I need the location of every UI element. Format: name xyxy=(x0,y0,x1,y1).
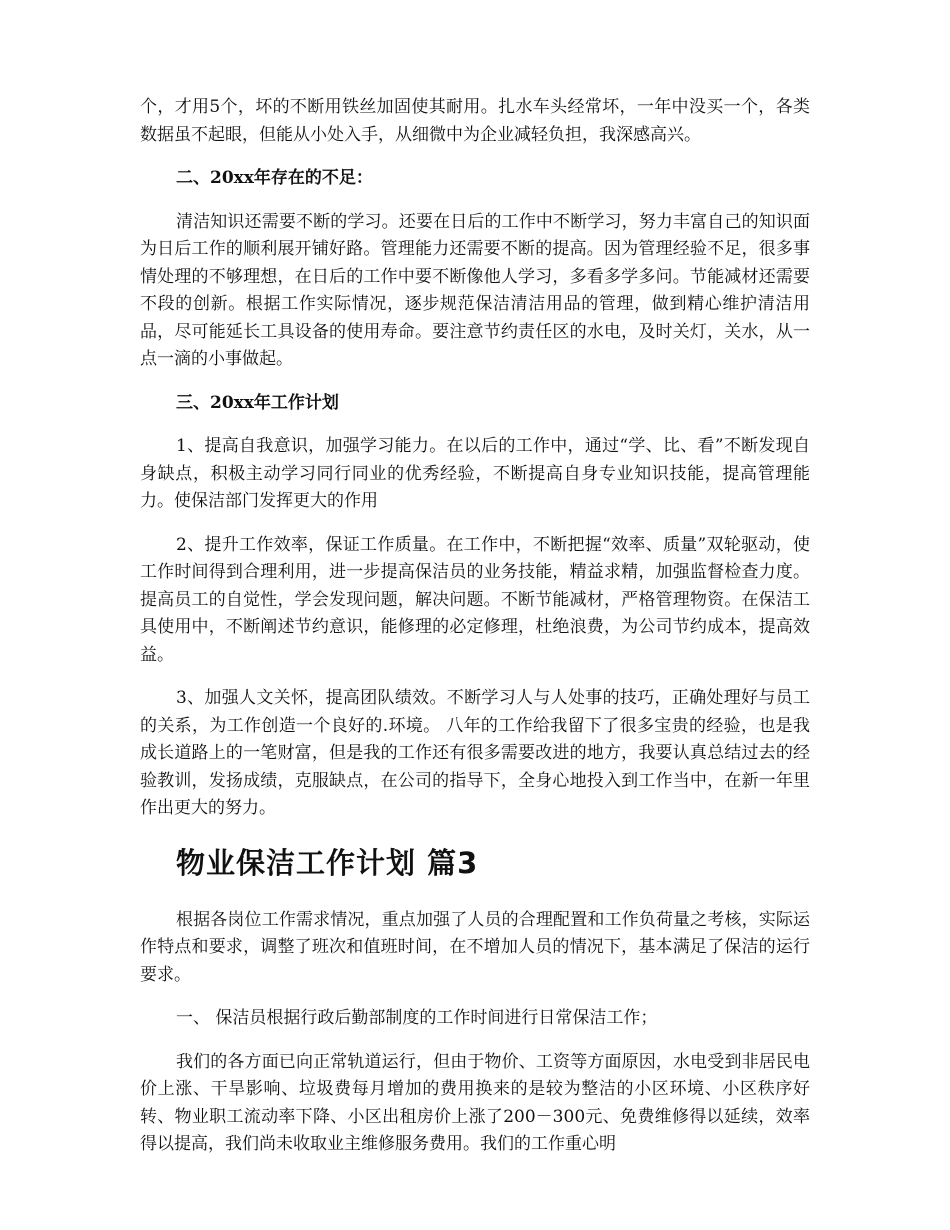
paragraph-shortcomings: 清洁知识还需要不断的学习。还要在日后的工作中不断学习，努力丰富自己的知识面为日后工作的顺利展开铺好路。管理能力还需要不断的提高。因为管理经验不足，很多事情处理的不够理想，在日后的工作中要不断像他人学习，多看多学多问。节能减材还需要不段的创新。根据工作实际情况，逐步规范保洁清洁用品的管理，做到精心维护清洁用品，尽可能延长工具设备的使用寿命。要注意节约责任区的水电，及时关灯，关水，从一点一滴的小事做起。 xyxy=(140,211,810,369)
heading-shortcomings: 二、20xx年存在的不足： xyxy=(176,168,373,188)
paragraph-daily-cleaning: 一、 保洁员根据行政后勤部制度的工作时间进行日常保洁工作； xyxy=(176,1008,658,1028)
paragraph-plan-3: 3、加强人文关怀，提高团队绩效。不断学习人与人处事的技巧，正确处理好与员工的关系，为工作创造一个良好的.环境。 八年的工作给我留下了很多宝贵的经验，也是我成长道路上的一笔财富，但是我的工作还有很多需要改进的地方，我要认真总结过去的经验教训，发扬成绩，克服缺点，在公司的指导下，全身心地投入到工作当中，在新一年里作出更大的努力。 xyxy=(140,688,810,818)
paragraph-plan-1: 1、提高自我意识，加强学习能力。在以后的工作中，通过“学、比、看”不断发现自身缺点，积极主动学习同行同业的优秀经验，不断提高自身专业知识技能，提高管理能力。使保洁部门发挥更大的作用 xyxy=(140,436,810,511)
paragraph-intro: 个，才用5个，坏的不断用铁丝加固使其耐用。扎水车头经常坏，一年中没买一个，各类数据虽不起眼，但能从小处入手，从细微中为企业减轻负担，我深感高兴。 xyxy=(140,97,810,145)
section-title: 物业保洁工作计划 篇3 xyxy=(176,845,479,880)
paragraph-operations: 我们的各方面已向正常轨道运行，但由于物价、工资等方面原因，水电受到非居民电价上涨、干旱影响、垃圾费每月增加的费用换来的是较为整洁的小区环境、小区秩序好转、物业职工流动率下降、小区出租房价上涨了200－300元、免费维修得以延续，效率得以提高，我们尚未收取业主维修服务费用。我们的工作重心明 xyxy=(140,1051,810,1154)
heading-work-plan: 三、20xx年工作计划 xyxy=(176,392,339,413)
paragraph-plan-2: 2、提升工作效率，保证工作质量。在工作中，不断把握“效率、质量”双轮驱动，使工作时间得到合理利用，进一步提高保洁员的业务技能，精益求精，加强监督检查力度。提高员工的自觉性，学会发现问题，解决问题。不断节能减材，严格管理物资。在保洁工具使用中，不断阐述节约意识，能修理的必定修理，杜绝浪费，为公司节约成本，提高效益。 xyxy=(140,534,810,665)
paragraph-staffing: 根据各岗位工作需求情况，重点加强了人员的合理配置和工作负荷量之考核，实际运作特点和要求，调整了班次和值班时间，在不增加人员的情况下，基本满足了保洁的运行要求。 xyxy=(140,909,810,985)
